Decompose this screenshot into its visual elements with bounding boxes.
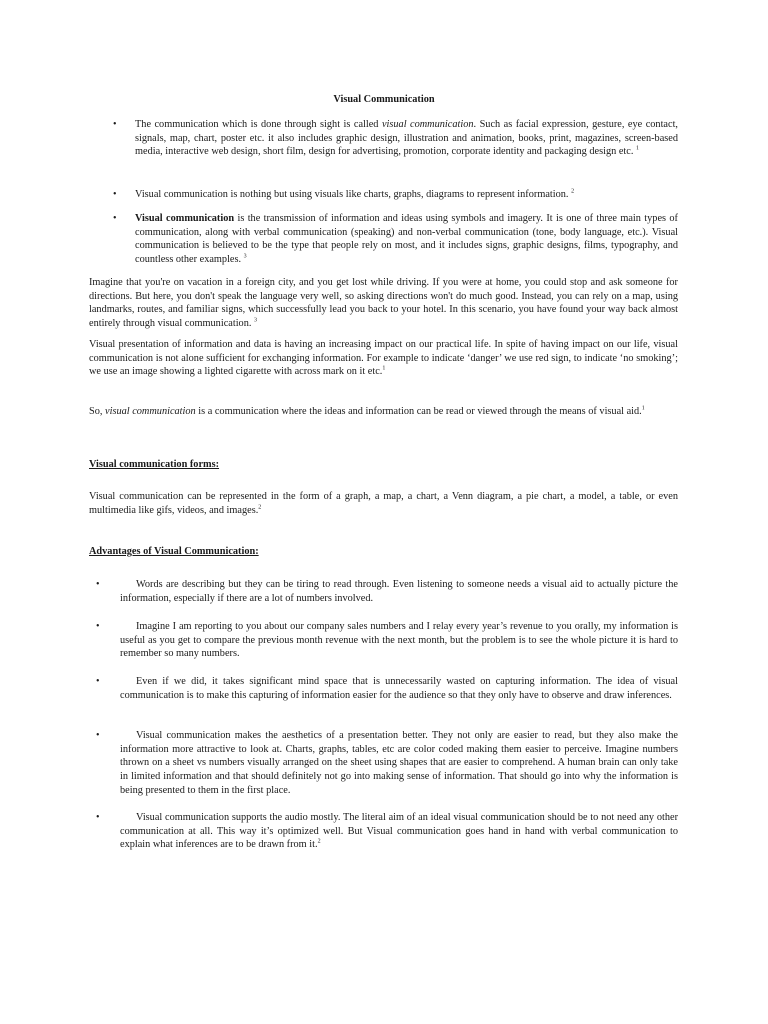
bullet-marker: •	[96, 676, 100, 687]
bullet-marker: •	[96, 621, 100, 632]
paragraph-vacation: Imagine that you're on vacation in a foreign city, and you get lost while driving. If you were at home, you could stop and ask someone for directions. But here, you don't speak the language very well, so asking directions won't do much good. Instead, you can rely on a map, using landmarks, routes, and familiar signs, which successfully lead you back to your hotel. In this scenario, you have found your way back almost entirely through visual communication. $^3$	[89, 277, 678, 330]
footnote-ref: 3	[254, 317, 258, 324]
bullet-marker: •	[113, 213, 117, 224]
advantage-bullet-3: • Even if we did, it takes significant mind space that is unnecessarily wasted on capturing information. The idea of visual communication is to make this capturing of information easier for the audience so that they only have to observe and draw inferences.	[96, 676, 678, 701]
advantage-bullet-1: • Words are describing but they can be tiring to read through. Even listening to someone needs a visual aid to actually picture the information, especially if there are a lot of numbers involved.	[96, 579, 678, 604]
paragraph-summary: So, visual communication is a communication where the ideas and information can be read or viewed through the means of visual aid.$^1$	[89, 405, 645, 417]
page-title: Visual Communication	[333, 94, 435, 105]
heading-forms: Visual communication forms:	[89, 459, 220, 470]
footnote-ref: 1	[635, 145, 639, 152]
bullet-marker: •	[96, 579, 100, 590]
intro-bullet-1: • The communication which is done through sight is called visual communication. Such as facial expression, gesture, eye contact, signals, map, chart, poster etc. it also includes graphic design, illustration and animation, books, print, magazines, screen-based media, interactive web design, short film, design for advertising, promotion, corporate identity and packaging design etc. $^1$	[113, 119, 678, 158]
paragraph-forms: Visual communication can be represented in the form of a graph, a map, a chart, a Venn diagram, a pie chart, a model, a table, or even multimedia like gifs, videos, and images.$^2$	[89, 491, 678, 516]
footnote-ref: 1	[641, 405, 645, 412]
intro-bullet-2: • Visual communication is nothing but using visuals like charts, graphs, diagrams to represent information. $^2$	[113, 188, 575, 200]
bullet-marker: •	[96, 730, 100, 741]
footnote-ref: 1	[382, 365, 386, 372]
footnote-ref: 2	[317, 838, 321, 845]
intro-bullet-3: • Visual communication is the transmission of information and ideas using symbols and imagery. It is one of three main types of communication, along with verbal communication (speaking) and non-verbal communication (tone, body language, etc.). Visual communication is believed to be the type that people rely on most, and it includes signs, graphic designs, films, typography, and countless other examples. $^3$	[113, 213, 678, 266]
footnote-ref: 2	[258, 504, 262, 511]
bullet-marker: •	[113, 119, 117, 130]
paragraph-presentation: Visual presentation of information and data is having an increasing impact on our practical life. In spite of having impact on our life, visual communication is not alone sufficient for exchanging information. For example to indicate ‘danger’ we use red sign, to indicate ‘no smoking’; we use an image showing a lighted cigarette with across mark on it etc.$^1$	[89, 339, 678, 378]
footnote-ref: 3	[243, 253, 247, 260]
bullet-marker: •	[96, 812, 100, 823]
advantage-bullet-2: • Imagine I am reporting to you about our company sales numbers and I relay every year’s revenue to you orally, my information is useful as you get to compare the previous month revenue with the next month, but the problem is to see the whole picture it is hard to remember so many numbers.	[96, 621, 678, 660]
heading-advantages: Advantages of Visual Communication:	[89, 546, 259, 557]
footnote-ref: 2	[571, 188, 575, 195]
advantage-bullet-4: • Visual communication makes the aesthetics of a presentation better. They not only are easier to read, but they also make the information more attractive to look at. Charts, graphs, tables, etc are color coded making them easier to perceive. Imagine numbers thrown on a sheet vs numbers visually arranged on the sheet using shapes that are easier to comprehend. A human brain can only take in limited information and that should definitely not go into making sense of information. That should go into why the information is being presented to them in the first place.	[96, 730, 678, 796]
bullet-marker: •	[113, 189, 117, 200]
advantage-bullet-5: • Visual communication supports the audio mostly. The literal aim of an ideal visual communication should be to not need any other communication at all. This way it’s optimized well. But Visual communication goes hand in hand with verbal communication to explain what inferences are to be drawn from it.$^2$	[96, 812, 678, 851]
